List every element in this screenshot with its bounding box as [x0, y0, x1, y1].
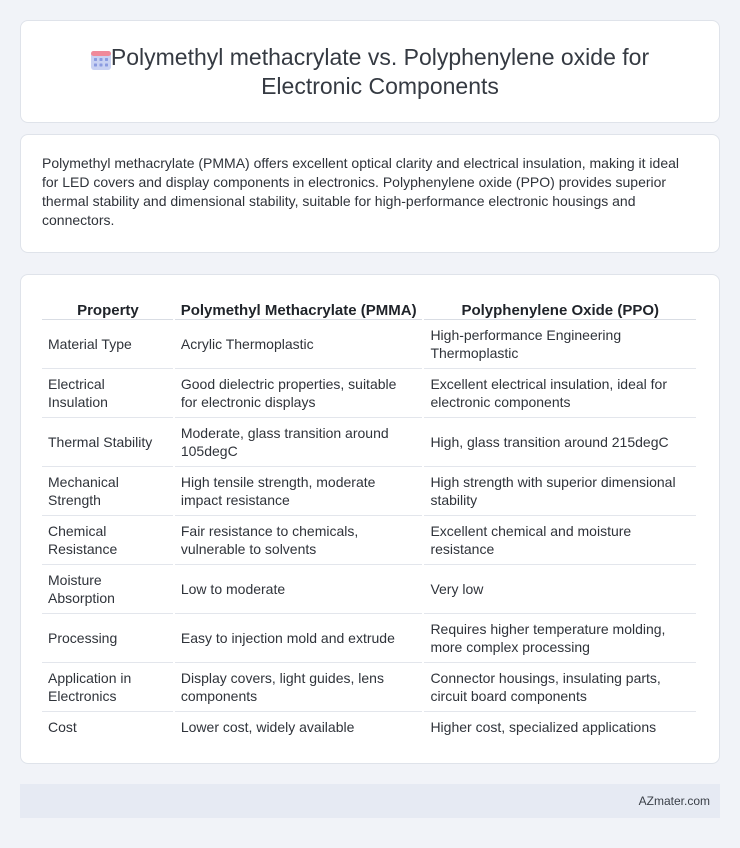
cell-ppo: Excellent electrical insulation, ideal for electronic components	[423, 368, 697, 417]
calendar-grid-icon	[89, 48, 113, 72]
table-row	[42, 368, 697, 417]
cell-ppo: High-performance Engineering Thermoplastic	[423, 319, 697, 368]
cell-property: Electrical Insulation	[42, 368, 174, 417]
table-row	[42, 515, 697, 564]
title-card	[20, 20, 720, 123]
cell-pmma: Moderate, glass transition around 105degC	[174, 417, 424, 466]
cell-ppo: Excellent chemical and moisture resistance	[423, 515, 697, 564]
cell-pmma: Lower cost, widely available	[174, 711, 424, 743]
cell-property: Mechanical Strength	[42, 466, 174, 515]
table-row	[42, 319, 697, 368]
cell-pmma: Good dielectric properties, suitable for electronic displays	[174, 368, 424, 417]
table-row	[42, 564, 697, 613]
table-row	[42, 417, 697, 466]
cell-ppo: High, glass transition around 215degC	[423, 417, 697, 466]
cell-ppo: High strength with superior dimensional stability	[423, 466, 697, 515]
description-text: Polymethyl methacrylate (PMMA) offers excellent optical clarity and electrical insulation, making it ideal for LED covers and display components in electronics. Polyphenylene oxide (PPO) provides superior thermal stability and dimensional stability, suitable for high-performance electronic housings and connectors.	[42, 155, 680, 228]
comparison-table-card	[20, 274, 720, 764]
cell-pmma: Acrylic Thermoplastic	[174, 319, 424, 368]
cell-property: Processing	[42, 613, 174, 662]
table-header-row	[42, 295, 697, 319]
cell-pmma: Easy to injection mold and extrude	[174, 613, 424, 662]
cell-pmma: Low to moderate	[174, 564, 424, 613]
table-row	[42, 662, 697, 711]
footer-bar	[20, 784, 720, 818]
cell-property: Cost	[42, 711, 174, 743]
cell-pmma: Fair resistance to chemicals, vulnerable to solvents	[174, 515, 424, 564]
cell-property: Moisture Absorption	[42, 564, 174, 613]
cell-pmma: High tensile strength, moderate impact resistance	[174, 466, 424, 515]
comparison-table	[42, 295, 698, 743]
cell-pmma: Display covers, light guides, lens components	[174, 662, 424, 711]
description-card	[20, 134, 720, 253]
table-row	[42, 613, 697, 662]
cell-property: Thermal Stability	[42, 417, 174, 466]
cell-ppo: Requires higher temperature molding, more complex processing	[423, 613, 697, 662]
cell-ppo: Higher cost, specialized applications	[423, 711, 697, 743]
header-property: Property	[42, 295, 174, 319]
header-pmma: Polymethyl Methacrylate (PMMA)	[174, 295, 424, 319]
cell-ppo: Very low	[423, 564, 697, 613]
header-ppo: Polyphenylene Oxide (PPO)	[423, 295, 697, 319]
table-row	[42, 711, 697, 743]
cell-ppo: Connector housings, insulating parts, circuit board components	[423, 662, 697, 711]
footer-brand-link[interactable]: AZmater.com	[638, 794, 710, 808]
cell-property: Chemical Resistance	[42, 515, 174, 564]
cell-property: Application in Electronics	[42, 662, 174, 711]
cell-property: Material Type	[42, 319, 174, 368]
table-row	[42, 466, 697, 515]
page-title: Polymethyl methacrylate vs. Polyphenylene oxide for Electronic Components	[110, 43, 650, 99]
